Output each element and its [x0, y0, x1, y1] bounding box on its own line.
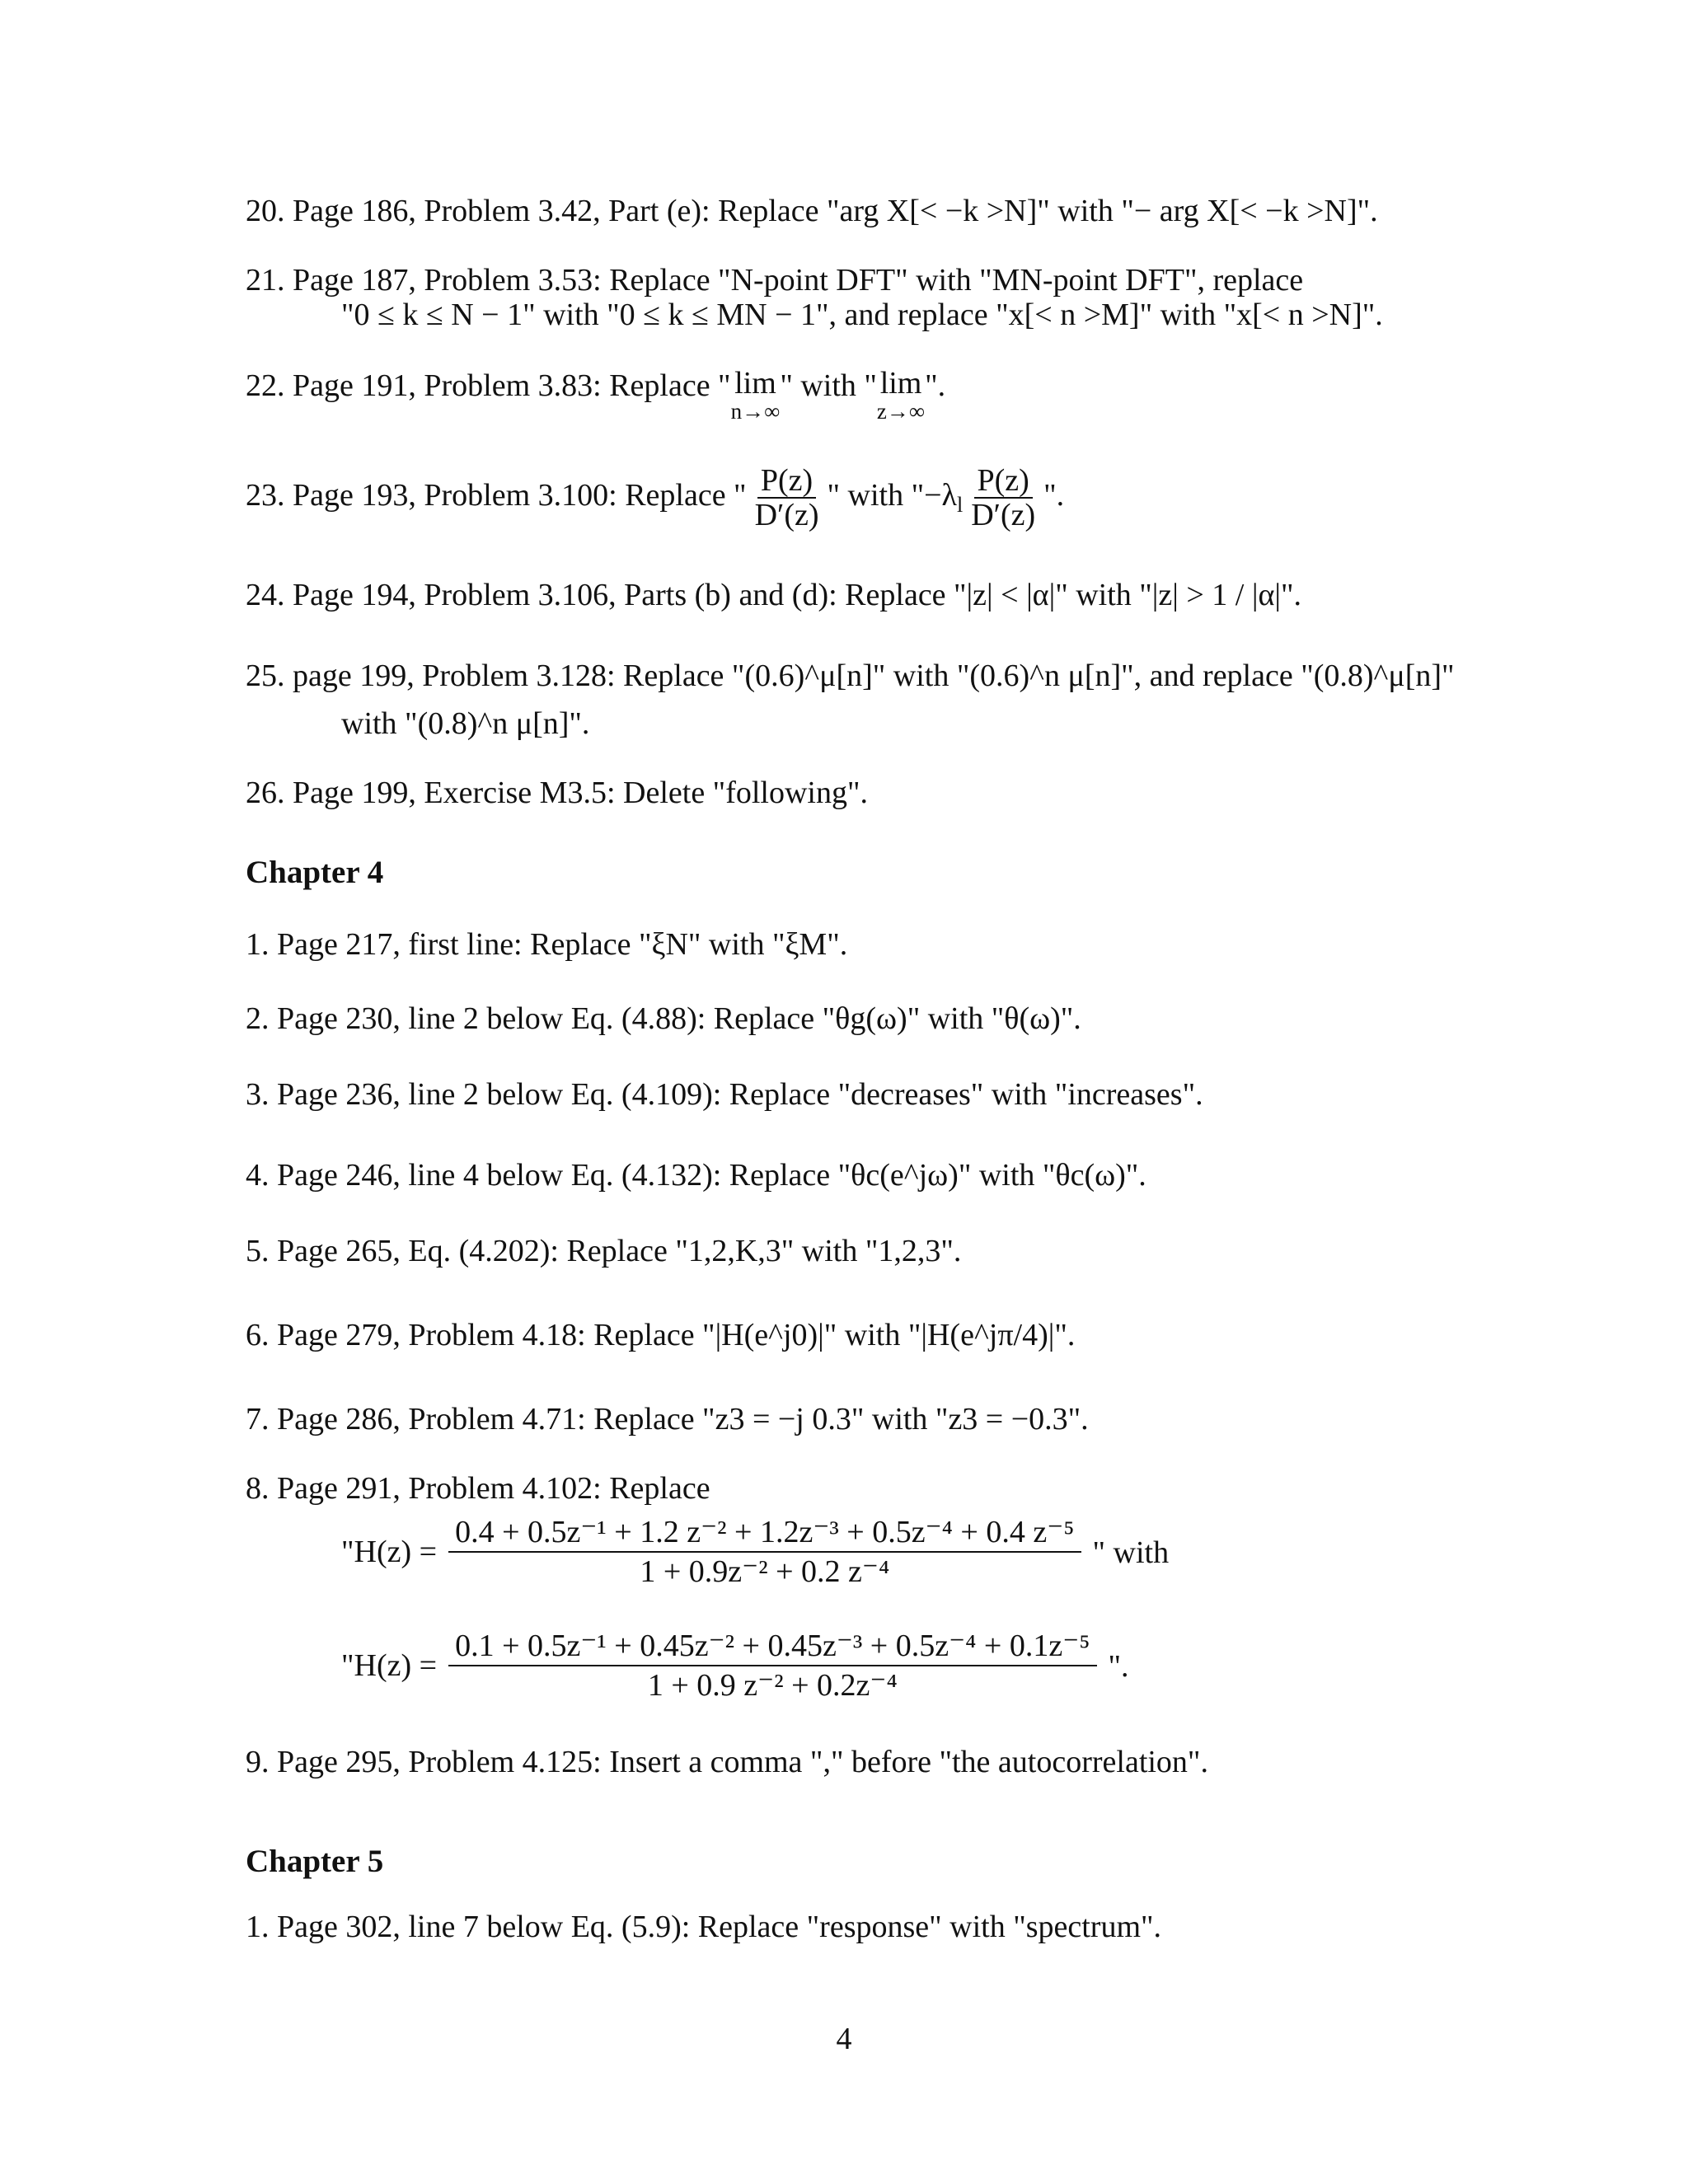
lim-subscript: n→∞	[730, 399, 781, 424]
chapter4-item-2: 2. Page 230, line 2 below Eq. (4.88): Replace "θg(ω)" with "θ(ω)".	[246, 1001, 1081, 1036]
erratum-item-24: 24. Page 194, Problem 3.106, Parts (b) and (d): Replace "|z| < |α|" with "|z| > 1 / |α|".	[246, 578, 1301, 612]
item-23-text-mid: " with "−λ	[827, 478, 957, 513]
equation-fraction	[448, 1627, 1096, 1704]
lim-label: lim	[879, 366, 922, 401]
chapter-4-heading: Chapter 4	[246, 855, 384, 890]
lim-subscript: z→∞	[876, 399, 926, 424]
erratum-item-23	[246, 458, 1064, 542]
chapter5-item-1: 1. Page 302, line 7 below Eq. (5.9): Replace "response" with "spectrum".	[246, 1910, 1162, 1944]
chapter4-item-1: 1. Page 217, first line: Replace "ξN" with "ξM".	[246, 927, 848, 962]
erratum-item-26: 26. Page 199, Exercise M3.5: Delete "following".	[246, 776, 868, 810]
chapter4-item-6: 6. Page 279, Problem 4.18: Replace "|H(e^j0)|" with "|H(e^jπ/4)|".	[246, 1318, 1076, 1352]
page-number: 4	[836, 2022, 852, 2056]
denominator: D′(z)	[971, 498, 1036, 533]
item-22-text-end: ".	[925, 368, 946, 403]
item-23-text-end: ".	[1043, 478, 1065, 513]
item-23-text: 23. Page 193, Problem 3.100: Replace "	[246, 478, 747, 513]
erratum-item-25: 25. page 199, Problem 3.128: Replace "(0.6)^μ[n]" with "(0.6)^n μ[n]", and replace "(0.8)^μ[n]"	[246, 658, 1455, 693]
limit-n-to-infinity	[731, 368, 781, 424]
denominator: D′(z)	[754, 498, 819, 533]
equation-tail: " with	[1092, 1535, 1170, 1570]
equation-h-z-corrected	[341, 1627, 1129, 1704]
chapter4-item-7: 7. Page 286, Problem 4.71: Replace "z3 = −j 0.3" with "z3 = −0.3".	[246, 1402, 1089, 1436]
item-22-text-mid: " with "	[780, 368, 877, 403]
equation-fraction	[448, 1513, 1081, 1591]
chapter4-item-5: 5. Page 265, Eq. (4.202): Replace "1,2,K,3" with "1,2,3".	[246, 1234, 962, 1268]
erratum-item-22	[246, 368, 945, 424]
erratum-item-21: 21. Page 187, Problem 3.53: Replace "N-point DFT" with "MN-point DFT", replace	[246, 263, 1304, 298]
equation-numerator: 0.4 + 0.5z⁻¹ + 1.2 z⁻² + 1.2z⁻³ + 0.5z⁻⁴ + 0.4 z⁻⁵	[448, 1513, 1081, 1553]
equation-denominator: 1 + 0.9z⁻² + 0.2 z⁻⁴	[640, 1554, 890, 1589]
fraction-p-over-dprime	[752, 464, 823, 532]
chapter-5-heading: Chapter 5	[246, 1844, 384, 1879]
erratum-item-20: 20. Page 186, Problem 3.42, Part (e): Replace "arg X[< −k >N]" with "− arg X[< −k >N]".	[246, 194, 1378, 228]
erratum-item-21-continued: "0 ≤ k ≤ N − 1" with "0 ≤ k ≤ MN − 1", and replace "x[< n >M]" with "x[< n >N]".	[341, 298, 1383, 332]
fraction-p-over-dprime-2	[968, 464, 1039, 532]
equation-numerator: 0.1 + 0.5z⁻¹ + 0.45z⁻² + 0.45z⁻³ + 0.5z⁻⁴ + 0.1z⁻⁵	[448, 1627, 1096, 1666]
chapter4-item-4: 4. Page 246, line 4 below Eq. (4.132): Replace "θc(e^jω)" with "θc(ω)".	[246, 1158, 1146, 1193]
lim-label: lim	[734, 366, 776, 401]
erratum-item-25-continued: with "(0.8)^n μ[n]".	[341, 706, 590, 741]
limit-z-to-infinity	[877, 368, 925, 424]
item-22-text: 22. Page 191, Problem 3.83: Replace "	[246, 368, 731, 403]
equation-lhs: "H(z) =	[341, 1648, 438, 1683]
numerator: P(z)	[757, 464, 816, 499]
chapter4-item-8: 8. Page 291, Problem 4.102: Replace	[246, 1471, 710, 1506]
equation-tail: ".	[1108, 1649, 1129, 1684]
equation-denominator: 1 + 0.9 z⁻² + 0.2z⁻⁴	[647, 1668, 898, 1703]
chapter4-item-9: 9. Page 295, Problem 4.125: Insert a comma "," before "the autocorrelation".	[246, 1745, 1208, 1779]
lambda-subscript: l	[956, 493, 964, 517]
chapter4-item-3: 3. Page 236, line 2 below Eq. (4.109): Replace "decreases" with "increases".	[246, 1077, 1203, 1112]
equation-h-z-original	[341, 1513, 1169, 1591]
equation-lhs: "H(z) =	[341, 1535, 438, 1569]
numerator: P(z)	[974, 464, 1033, 499]
